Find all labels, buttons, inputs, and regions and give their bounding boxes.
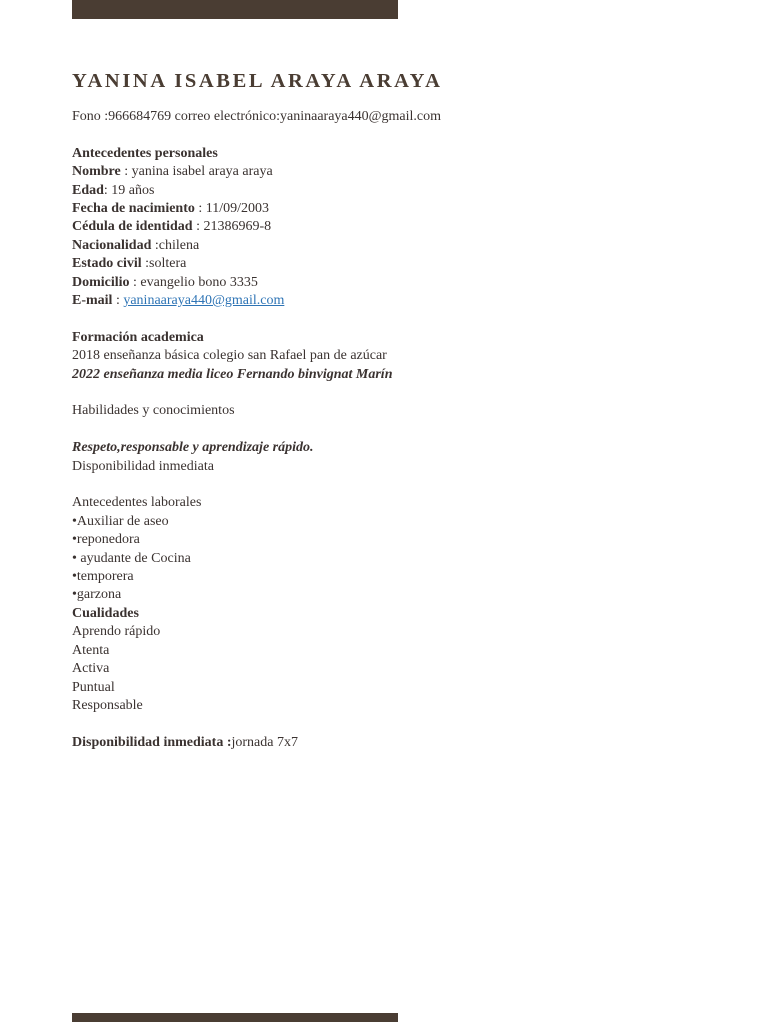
email-link[interactable]: yaninaaraya440@gmail.com [123,293,285,309]
field-value: : evangelio bono 3335 [129,274,258,290]
contact-line: Fono :966684769 correo electrónico:yaninaaraya440@gmail.com [72,109,442,124]
skills-line: Disponibilidad inmediata [72,458,214,474]
education-heading: Formación academica [72,329,204,345]
education-line: 2022 enseñanza media liceo Fernando binvignat Marín [72,366,393,382]
availability-line [72,734,732,752]
candidate-name: YANINA ISABEL ARAYA ARAYA [72,70,443,92]
field-label: Domicilio [72,274,130,290]
field-label: Estado civil [72,256,142,272]
field-cedula [72,218,732,236]
field-label: E-mail [72,293,113,309]
field-label: Nacionalidad [72,237,152,253]
quality-item: Puntual [72,679,115,695]
work-item: •temporera [72,569,134,585]
quality-item: Aprendo rápido [72,624,161,640]
quality-item: Atenta [72,642,110,658]
field-email [72,292,732,310]
field-value: : yanina isabel araya araya [120,164,273,180]
field-value: :chilena [151,237,200,253]
field-edad [72,182,732,200]
field-nombre [72,163,732,181]
field-label: Cédula de identidad [72,219,193,235]
availability-label: Disponibilidad inmediata : [72,734,232,750]
personal-heading: Antecedentes personales [72,145,218,161]
field-domicilio [72,274,732,292]
field-label: Fecha de nacimiento [72,201,195,217]
cv-body [72,108,732,752]
field-value: :soltera [141,256,187,272]
work-item: •garzona [72,587,122,603]
work-item: •Auxiliar de aseo [72,513,169,529]
top-decorative-bar [72,0,398,19]
field-nacionalidad [72,237,732,255]
skills-line: Respeto,responsable y aprendizaje rápido. [72,440,314,456]
availability-value: jornada 7x7 [231,734,298,750]
field-label: Edad [72,182,104,198]
field-estado-civil [72,255,732,273]
field-label: Nombre [72,164,121,180]
work-heading: Antecedentes laborales [72,495,202,511]
quality-item: Activa [72,661,110,677]
field-fecha-nacimiento [72,200,732,218]
qualities-heading: Cualidades [72,605,139,621]
quality-item: Responsable [72,697,143,713]
field-value: : 21386969-8 [192,219,272,235]
work-item: • ayudante de Cocina [72,550,191,566]
field-value: : 11/09/2003 [194,201,270,217]
skills-heading: Habilidades y conocimientos [72,403,235,419]
work-item: •reponedora [72,532,140,548]
field-value: : 19 años [103,182,155,198]
bottom-decorative-bar [72,1013,398,1022]
field-separator: : [112,293,124,309]
education-line: 2018 enseñanza básica colegio san Rafael pan de azúcar [72,348,387,364]
